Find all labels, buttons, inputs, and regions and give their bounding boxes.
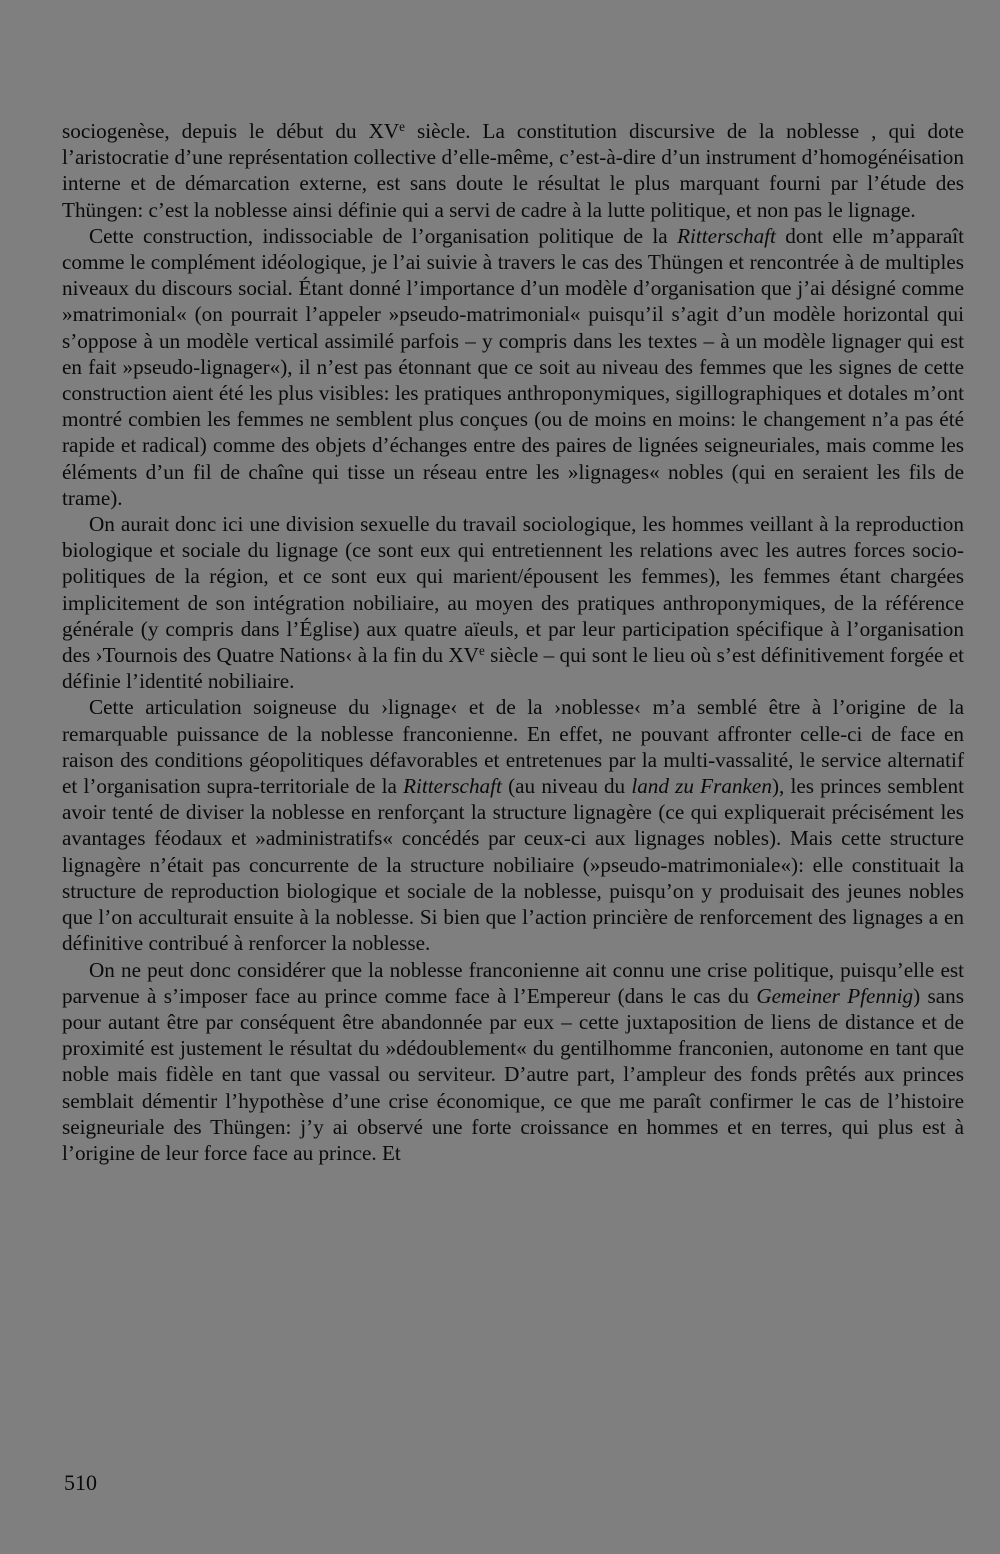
text-run: (au niveau du (501, 774, 632, 799)
page-body (62, 118, 964, 1166)
text-run: dont elle m’apparaît comme le complément idéologique, je l’ai suivie à travers le cas des Thüngen et rencontrée à de multiples niveaux du discours social. Étant donné l’importance d’un modèle d’organisation que j’ai désigné comme »matrimonial« (on pourrait l’appeler »pseudo-matrimonial« puisqu’il s’agit d’un modèle horizontal qui s’oppose à un modèle vertical assimilé parfois – y compris dans les textes – à un modèle lignager qui est en fait »pseudo-lignager«), il n’est pas étonnant que ce soit au niveau des femmes que les signes de cette construction aient été les plus visibles: les pratiques anthroponymiques, sigillographiques et dotales m’ont montré combien les femmes ne semblent plus conçues (ou de moins en moins: le changement n’a pas été rapide et radical) comme des objets d’échanges entre des paires de lignées seigneuriales, mais comme les éléments d’un fil de chaîne qui tisse un réseau entre les »lignages« nobles (qui en seraient les fils de trame). (62, 223, 965, 510)
text-run: ), les princes semblent avoir tenté de diviser la noblesse en renforçant la structure lignagère (ce qui expliquerait précisément les avantages féodaux et »administratifs« concédés par ceux-ci aux lignages nobles). Mais cette structure lignagère n’était pas concurrente de la structure nobiliaire (»pseudo-matrimoniale«): elle constituait la structure de reproduction biologique et sociale de la noblesse, puisqu’on y produisait des jeunes nobles que l’on acculturait ensuite à la noblesse. Si bien que l’action princière de renforcement des lignages a en définitive contribué à renforcer la noblesse. (62, 774, 964, 956)
paragraph-4 (62, 694, 964, 956)
paragraph-2 (62, 223, 964, 511)
page-number: 510 (64, 1470, 97, 1495)
italic-term: land zu Franken (631, 774, 772, 799)
text-run: siècle. La constitution discursive de la noblesse , qui dote l’aristocratie d’une représentation collective d’elle-même, c’est-à-dire d’un instrument d’homogénéisation interne et de démarcation externe, est sans doute le résultat le plus marquant fourni par l’étude des Thüngen: c’est la noblesse ainsi définie qui a servi de cadre à la lutte politique, et non pas le lignage. (62, 119, 964, 222)
text-run: On aurait donc ici une division sexuelle du travail sociologique, les hommes veillant à la reproduction biologique et sociale du lignage (ce sont eux qui entretiennent les relations avec les autres forces socio-politiques de la région, et ce sont eux qui marient/épousent les femmes), les femmes étant chargées implicitement de son intégration nobiliaire, au moyen des pratiques anthroponymiques, de la référence générale (y compris dans l’Église) aux quatre aïeuls, et par leur participation spécifique à l’organisation des ›Tournois des Quatre Nations‹ à la fin du XV (62, 512, 964, 668)
text-run: Cette construction, indissociable de l’organisation politique de la (89, 223, 678, 248)
paragraph-3 (62, 511, 964, 694)
text-run: On ne peut donc considérer que la noblesse franconienne ait connu une crise politique, puisqu’elle est parvenue à s’imposer face au prince comme face à l’Empereur (dans le cas du (62, 957, 964, 1008)
italic-term: Ritterschaft (403, 774, 502, 799)
text-run: siècle – qui sont le lieu où s’est définitivement forgée et définie l’identité nobiliaire. (62, 643, 965, 694)
superscript: e (399, 118, 405, 134)
text-run: Cette articulation soigneuse du ›lignage‹ et de la ›noblesse‹ m’a semblé être à l’origine de la remarquable puissance de la noblesse franconienne. En effet, ne pouvant affronter celle-ci de face en raison des conditions géopolitiques défavorables et entretenues par la multi-vassalité, le service alternatif et l’organisation supra-territoriale de la (62, 695, 964, 799)
italic-term: Ritterschaft (677, 223, 776, 248)
paragraph-1 (62, 118, 964, 223)
superscript: e (478, 642, 485, 658)
text-run: sociogenèse, depuis le début du XV (62, 119, 400, 143)
text-run: ) sans pour autant être par conséquent être abandonnée par eux – cette juxtaposition de liens de distance et de proximité est justement le résultat du »dédoublement« du gentilhomme franconien, autonome en tant que noble mais fidèle en tant que vassal ou serviteur. D’autre part, l’ampleur des fonds prêtés aux princes semblait démentir l’hypothèse d’une crise économique, ce que me paraît confirmer le cas de l’histoire seigneuriale des Thüngen: j’y ai observé une forte croissance en hommes et en terres, qui plus est à l’origine de leur force face au prince. Et (62, 983, 964, 1165)
italic-term: Gemeiner Pfennig (756, 983, 914, 1008)
paragraph-5 (62, 957, 964, 1167)
